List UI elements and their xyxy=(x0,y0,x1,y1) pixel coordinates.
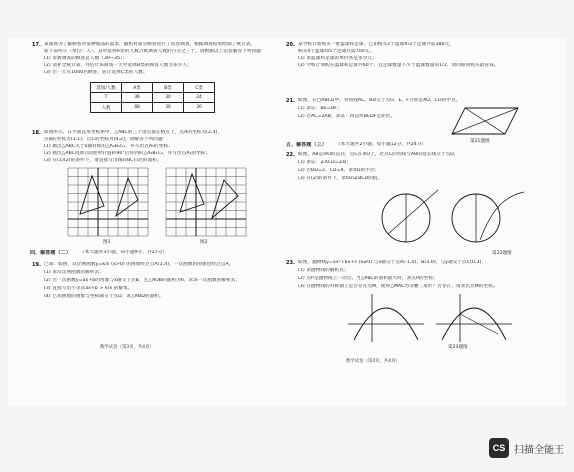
q23-parabola-figure-1 xyxy=(348,294,424,342)
q17-line-1: 某商场为了解顾客对某种商品的需求，随机对部分顾客进行了问卷调查，根据调查结果绘制了统计表， xyxy=(44,42,256,47)
table-cell: 人数 xyxy=(91,103,122,113)
q19-line-4: (3) 直接写出不等式ax+b > k/x 的解集。 xyxy=(44,286,133,291)
camscanner-watermark xyxy=(489,438,564,458)
camscanner-logo-icon: CS xyxy=(489,438,509,458)
q23-parabola-figure-2 xyxy=(436,294,512,342)
q18-line-3: (1) 画出△ABC关于x轴对称的△A₁B₁C₁，并写出点A₁的坐标； xyxy=(44,144,173,149)
table-cell: C类 xyxy=(184,83,215,93)
q18-fig-caption-1: 图1 xyxy=(103,240,111,245)
q20-line-4: (2) 学校计划购买篮球和足球共60个，且足球数量不少于篮球数量的1/2，请问如何购买最省钱。 xyxy=(298,63,499,68)
q20-number: 20. xyxy=(286,42,295,48)
q18-grid-figure-2 xyxy=(166,168,246,236)
q17-line-4: (2) 请补全统计表，并估计该商场一天中选择B类的顾客人数为多少人； xyxy=(44,63,192,68)
q19-number: 19. xyxy=(32,262,41,268)
q22-line-2: (1) 求证：∠ACD=∠B； xyxy=(298,160,351,165)
q23-line-4: (3) 在抛物线的对称轴上是否存在点M，使得△MAC为等腰三角形？若存在，请求出点M的坐标。 xyxy=(298,284,498,289)
q18-line-5: (3) 在(1)(2)的条件下，请直接写出线段BC扫过的面积。 xyxy=(44,158,162,163)
q20-line-1: 某学校计划购买一批篮球和足球，已知购买2个篮球和3个足球共需380元， xyxy=(298,42,454,47)
q19-line-3: (2) 若一次函数y=ax+b的图象与x轴交于点B，且△AOB的面积为6，求该一次函数的解析式； xyxy=(44,278,241,283)
q22-number: 22. xyxy=(286,152,295,158)
q23-line-2: (1) 求抛物线的解析式； xyxy=(298,268,349,273)
q19-line-1: 已知：如图，反比例函数y=k/x (x>0) 的图象经过点A(1,4)，一次函数的图象也经过点A， xyxy=(44,262,234,267)
q18-line-2: 点B的坐标为(1,1)，点C的坐标为(4,2)，请解答下列问题： xyxy=(44,137,168,142)
camscanner-brand-text: 扫描全能王 xyxy=(514,444,564,456)
q17-table xyxy=(90,82,215,113)
q21-line-2: (1) 求证：BE=DF； xyxy=(298,106,342,111)
table-cell: 30 xyxy=(153,103,184,113)
table-cell: 选项/人数 xyxy=(91,83,122,93)
q21-number: 21. xyxy=(286,98,295,104)
q23-fig-caption: 第23题图 xyxy=(448,345,468,350)
section-4-title: 四、解答题（二） xyxy=(30,250,71,256)
q23-number: 23. xyxy=(286,260,295,266)
q21-line-3: (2) 若AC=2AB，求证：四边形BEDF是矩形。 xyxy=(298,114,396,119)
q17-number: 17. xyxy=(32,42,41,48)
table-cell: 30 xyxy=(184,103,215,113)
q17-line-3: (1) 求被调查的顾客总人数（30~35）； xyxy=(44,56,128,61)
q17-line-2: 如下表所示（单位：人），其中选择A类的人数占被调查人数的百分之三十，请根据以上信息解答下列问题： xyxy=(44,49,266,54)
q23-line-1: 如图，抛物线y=ax²+bx+c (a≠0) 与x轴交于点A(-1,0)、B(3,0)，与y轴交于点C(0,3)， xyxy=(298,260,487,265)
q22-line-3: (2) 若BD=2，CD=4，求⊙O的半径； xyxy=(298,168,380,173)
q18-number: 18. xyxy=(32,130,41,136)
q22-line-1: 如图，AB是⊙O的直径，点C在⊙O上，过点C的切线与AB的延长线交于点D， xyxy=(298,152,459,157)
q17-line-5: (3) 若一天有1000名顾客，估计选择C类的人数。 xyxy=(44,70,148,75)
q21-fig-caption: 第21题图 xyxy=(470,139,490,144)
table-cell: B类 xyxy=(153,83,184,93)
table-cell: 48 xyxy=(122,103,153,113)
q18-line-1: 如图所示，在平面直角坐标系中，△ABC的三个顶点都在格点上，点A的坐标为(2,4)， xyxy=(44,130,223,135)
left-page-footer: 数学试卷（第3页，共4页） xyxy=(100,345,154,350)
table-cell: 24 xyxy=(184,93,215,103)
q22-fig-caption: 第22题图 xyxy=(492,251,512,256)
scanned-exam-sheet xyxy=(8,38,566,406)
q22-circle-figure xyxy=(378,186,528,248)
q18-line-4: (2) 画出△ABC绕原点O逆时针旋转90°后得到的△A₂B₂C₂，并写出点A₂的坐标； xyxy=(44,151,211,156)
q19-line-5: (4) 已知函数的图象与坐标轴交于点D，求△ABD的面积。 xyxy=(44,294,164,299)
section-5-title: 五、解答题（三） xyxy=(286,142,327,148)
q20-line-2: 购买4个篮球和5个足球共需700元。 xyxy=(298,49,375,54)
section-5-note: （本大题共2小题，每小题12分，共24分） xyxy=(336,142,427,147)
q22-line-4: (3) 在(2)的条件下，求tan∠BCD的值。 xyxy=(298,176,383,181)
q18-grid-figure-1 xyxy=(68,168,148,236)
q23-line-3: (2) 点P是抛物线上一动点，当△PBC的面积最大时，求点P的坐标； xyxy=(298,276,438,281)
q21-parallelogram-figure xyxy=(450,106,520,136)
section-4-note: （本大题共3小题，每小题9分，共27分） xyxy=(80,250,168,255)
q18-fig-caption-2: 图2 xyxy=(200,240,208,245)
table-cell: 30 xyxy=(153,93,184,103)
q20-line-3: (1) 求篮球和足球的单价各是多少元； xyxy=(298,56,377,61)
table-cell: A类 xyxy=(122,83,153,93)
table-cell: T xyxy=(91,93,122,103)
right-page-footer: 数学试卷（第4页，共4页） xyxy=(346,359,400,364)
q19-line-2: (1) 求反比例函数的解析式； xyxy=(44,270,104,275)
table-cell: 36 xyxy=(122,93,153,103)
q21-line-1: 如图，在□ABCD中，对角线AC、BD交于点O，E、F分别是AO、CO的中点。 xyxy=(298,98,461,103)
